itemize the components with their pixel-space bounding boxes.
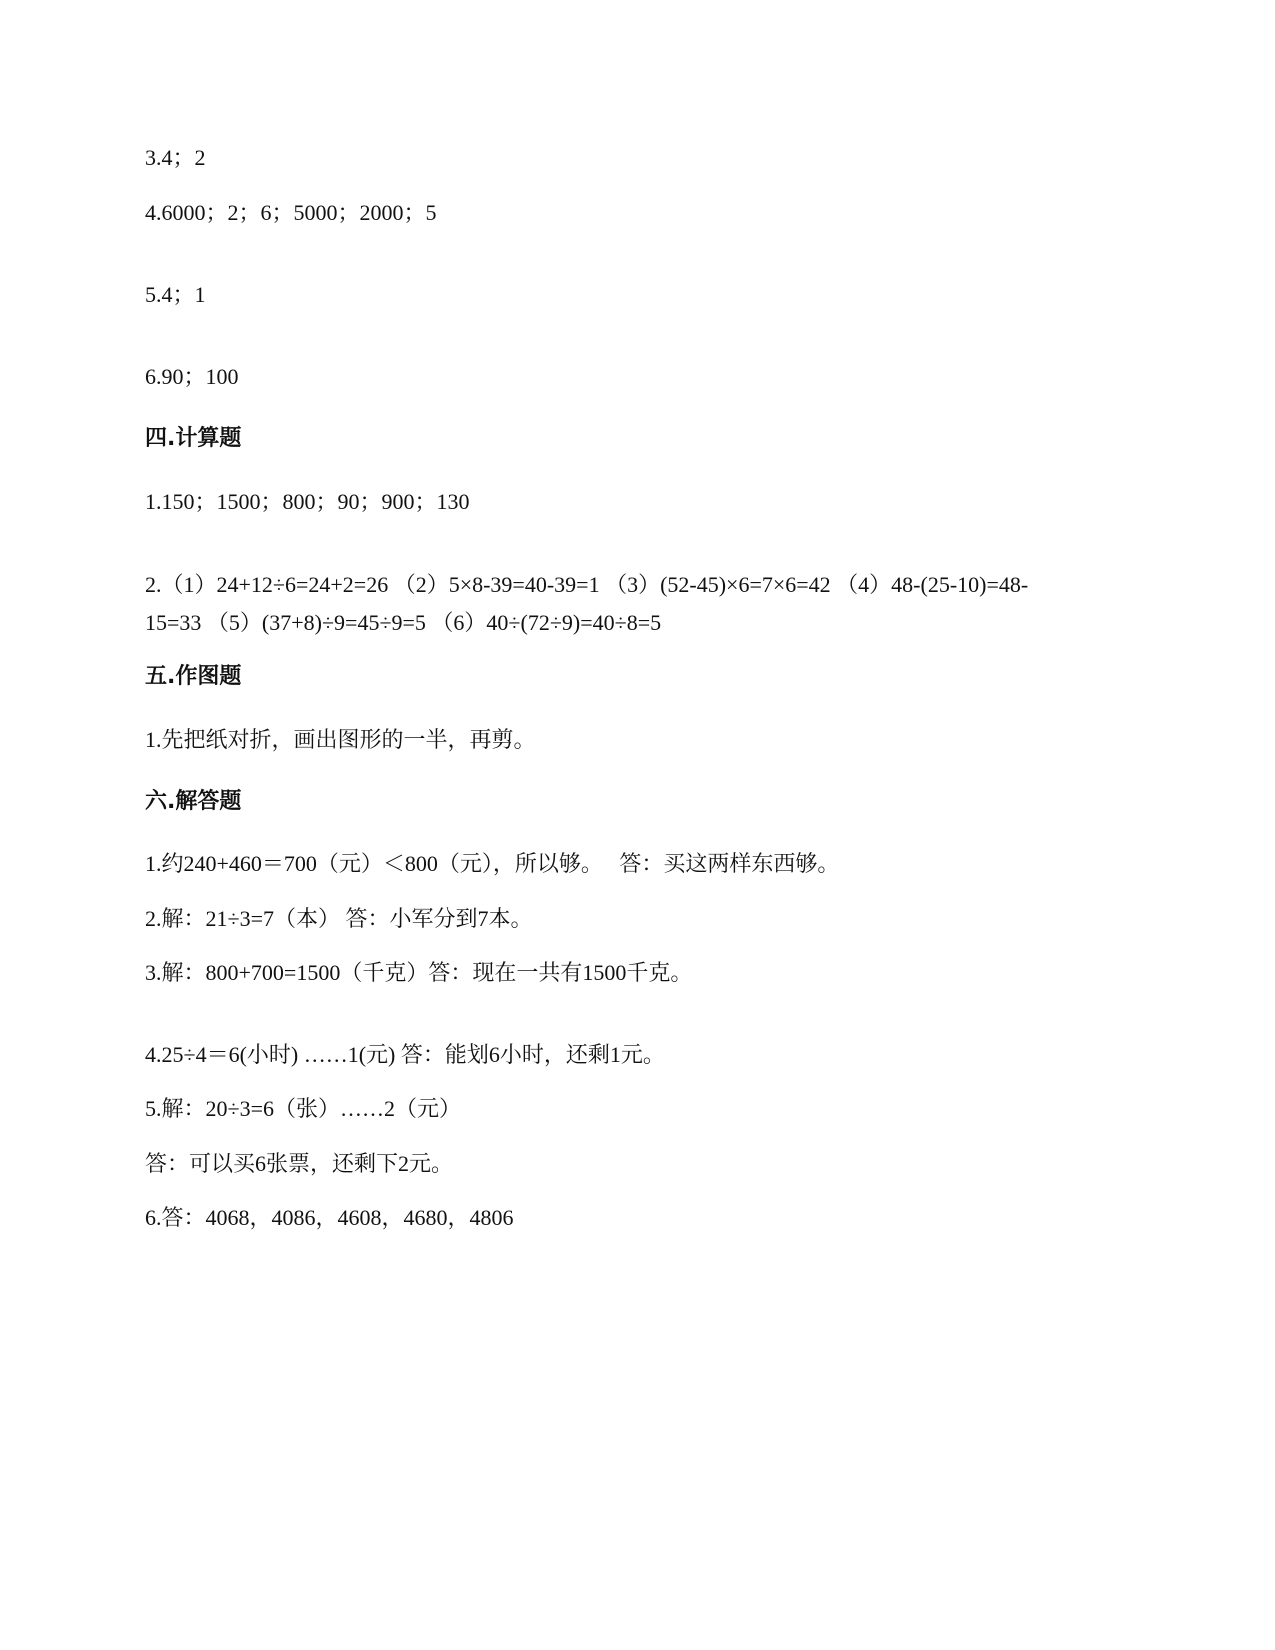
answer-3-6: 6.90；100 xyxy=(145,364,239,389)
answer-6-5: 5.解：20÷3=6（张）……2（元） xyxy=(145,1096,461,1121)
answer-6-4: 4.25÷4＝6(小时) ……1(元) 答：能划6小时，还剩1元。 xyxy=(145,1042,665,1067)
section-heading-drawing: 五.作图题 xyxy=(145,664,242,689)
answer-4-1: 1.150；1500；800；90；900；130 xyxy=(145,489,470,514)
answer-3-5: 5.4；1 xyxy=(145,282,206,307)
answer-6-6: 6.答：4068，4086，4608，4680，4806 xyxy=(145,1205,514,1230)
answer-5-1: 1.先把纸对折，画出图形的一半，再剪。 xyxy=(145,727,536,752)
section-heading-calculation: 四.计算题 xyxy=(145,426,242,451)
answer-4-2: 2.（1）24+12÷6=24+2=26 （2）5×8-39=40-39=1 （3）(52-45)×6=7×6=42 （4）48-(25-10)=48-15=33 （5）(37+8)÷9=45÷9=5 （6）40÷(72÷9)=40÷8=5 xyxy=(145,572,1029,635)
answer-6-2: 2.解：21÷3=7（本） 答：小军分到7本。 xyxy=(145,906,533,931)
answer-6-5-response: 答：可以买6张票，还剩下2元。 xyxy=(145,1151,454,1176)
answer-6-3: 3.解：800+700=1500（千克）答：现在一共有1500千克。 xyxy=(145,960,693,985)
section-heading-word-problems: 六.解答题 xyxy=(145,789,242,814)
answer-3-3: 3.4；2 xyxy=(145,145,206,170)
answer-3-4: 4.6000；2；6；5000；2000；5 xyxy=(145,200,437,225)
answer-6-1: 1.约240+460＝700（元）＜800（元），所以够。 答：买这两样东西够。 xyxy=(145,851,840,876)
